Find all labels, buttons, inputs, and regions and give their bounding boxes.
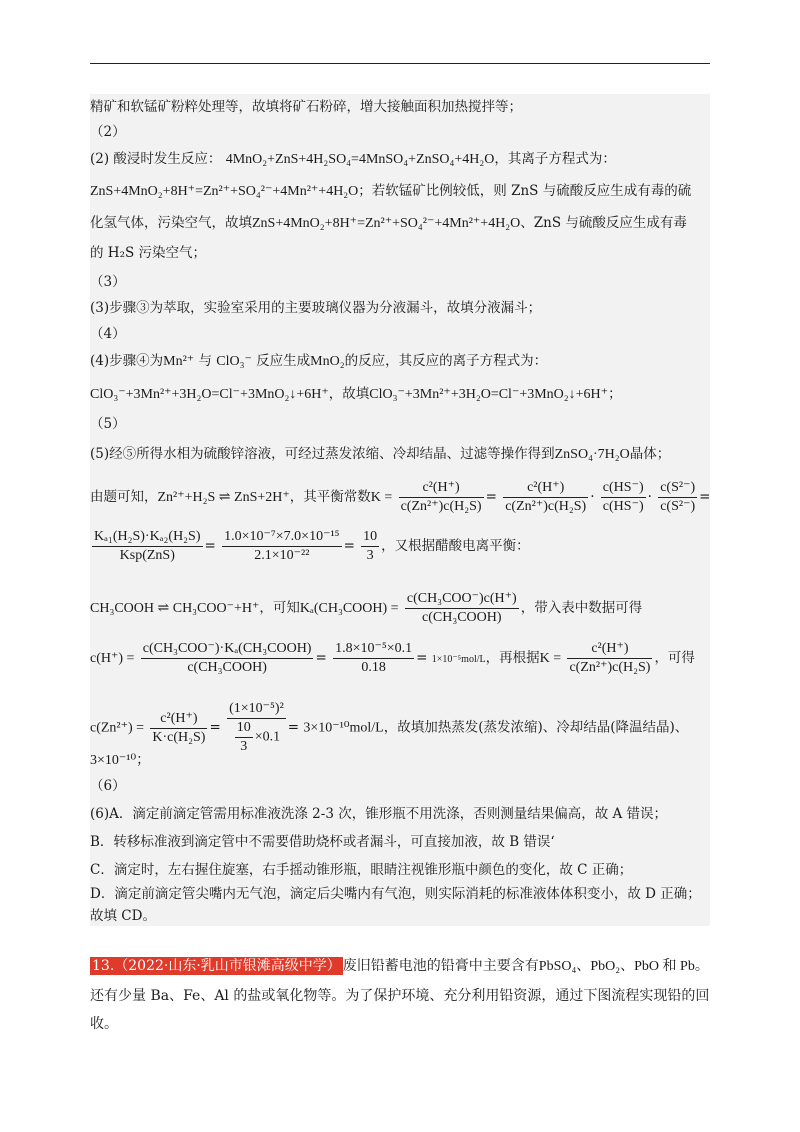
solution-line-6a: (6)A．滴定前滴定管需用标准液洗涤 2-3 次，锥形瓶不用洗涤，否则测量结果偏高，故 A 错误；: [90, 806, 668, 822]
solution-line-5a: (5)经⑤所得水相为硫酸锌溶液，可经过蒸发浓缩、冷却结晶、过滤等操作得到ZnSO₄·7H₂O晶体；: [90, 446, 671, 462]
fraction-k-expand-2: $\frac{c(HS^-)}{c(HS^-)}$: [602, 480, 644, 514]
part-label-5: （5）: [90, 416, 126, 432]
fraction-h-numeric: $\frac{\text{1.8×10⁻⁵×0.1}}{0.18}$: [335, 641, 413, 675]
question-13-line-3: 收。: [90, 1016, 118, 1032]
part-label-3: （3）: [90, 274, 126, 290]
solution-line-5b: 由题可知，Zn²⁺+H₂S ⇌ ZnS+2H⁺，其平衡常数K = $\frac{\text{c²(H⁺)}}{\text{c(Zn²⁺)c(H₂S)}}$ = $\frac{\text{c²(H⁺)}}{\text{c(Zn²⁺)c(H₂S)}}$ · $\frac{c(HS^-)}{c(HS^-)}$ · $\frac{\text{c(S²⁻)}}{\text{c(S²⁻)}}$ =: [90, 480, 711, 514]
fraction-zn-numeric: (1×10⁻⁵)² $\frac{10}{3}$ ×0.1: [229, 701, 284, 754]
part-label-6: （6）: [90, 778, 126, 794]
fraction-h-conc: $\frac{\text{c(CH₃COO⁻)·Kₐ(CH₃COOH)}}{\text{c(CH₃COOH)}}$: [142, 641, 312, 675]
part-label-4: （4）: [90, 326, 126, 342]
fraction-result: $\frac{10}{3}$: [363, 529, 378, 563]
solution-line-4a: (4)步骤④为Mn²⁺ 与 ClO₃⁻ 反应生成MnO₂的反应，其反应的离子方程式为：: [90, 353, 548, 369]
solution-line-6d: D．滴定前滴定管尖嘴内无气泡，滴定后尖嘴内有气泡，则实际消耗的标准液体体积变小，故 D 正确；: [90, 886, 701, 902]
solution-line-2c: 化氢气体，污染空气，故填ZnS+4MnO₂+8H⁺=Zn²⁺+SO₄²⁻+4Mn²⁺+4H₂O、ZnS 与硫酸反应生成有毒: [90, 215, 687, 231]
solution-line-5f: c(Zn²⁺) = $\frac{\text{c²(H⁺)}}{\text{K·c(H₂S)}}$ = (1×10⁻⁵)² $\frac{10}{3}$ ×0.1 = 3×10⁻¹⁰mol/L，故填加热蒸发(蒸发浓缩)、冷却结晶(降温结晶)、: [90, 701, 689, 754]
solution-line-5e: c(H⁺) = $\frac{\text{c(CH₃COO⁻)·Kₐ(CH₃COOH)}}{\text{c(CH₃COOH)}}$ = $\frac{\text{1.8×10⁻⁵×0.1}}{0.18}$ = 1×10⁻⁵mol/L，再根据K = $\frac{\text{c²(H⁺)}}{\text{c(Zn²⁺)c(H₂S)}}$ ，可得: [90, 641, 695, 675]
fraction-ka-acetic: $\frac{\text{c(CH₃COO⁻)c(H⁺)}}{\text{c(CH₃COOH)}}$: [406, 591, 517, 625]
fraction-zn-conc: $\frac{\text{c²(H⁺)}}{\text{K·c(H₂S)}}$: [152, 710, 206, 745]
question-source-tag[interactable]: 13.（2022·山东·乳山市银滩高级中学）: [92, 958, 341, 974]
solution-line-5d: CH₃COOH ⇌ CH₃COO⁻+H⁺，可知Kₐ(CH₃COOH) = $\frac{\text{c(CH₃COO⁻)c(H⁺)}}{\text{c(CH₃COOH)}}$ ，带入表中数据可得: [90, 591, 643, 625]
solution-line-2a: (2) 酸浸时发生反应： 4MnO₂+ZnS+4H₂SO₄=4MnSO₄+ZnSO₄+4H₂O，其离子方程式为：: [90, 151, 616, 167]
solution-line-6b: B．转移标准液到滴定管中不需要借助烧杯或者漏斗，可直接加液，故 B 错误‘: [90, 834, 555, 850]
solution-line-4b: ClO₃⁻+3Mn²⁺+3H₂O=Cl⁻+3MnO₂↓+6H⁺，故填ClO₃⁻+3Mn²⁺+3H₂O=Cl⁻+3MnO₂↓+6H⁺；: [90, 386, 622, 402]
question-13-line-1: 13.（2022·山东·乳山市银滩高级中学） 废旧铅蓄电池的铅膏中主要含有PbSO₄、PbO₂、PbO 和 Pb。: [92, 958, 709, 974]
solution-line-3: (3)步骤③为萃取，实验室采用的主要玻璃仪器为分液漏斗，故填分液漏斗；: [90, 300, 542, 316]
question-13-line-2: 还有少量 Ba、Fe、Al 的盐或氧化物等。为了保护环境、充分利用铅资源，通过下图流程实现铅的回: [90, 988, 710, 1004]
solution-line-6c: C．滴定时，左右握住旋塞，右手摇动锥形瓶，眼睛注视锥形瓶中颜色的变化，故 C 正确；: [90, 862, 633, 878]
fraction-k-again: $\frac{\text{c²(H⁺)}}{\text{c(Zn²⁺)c(H₂S)}}$: [569, 641, 651, 675]
fraction-numeric: $\frac{\text{1.0×10⁻⁷×7.0×10⁻¹⁵}}{\text{2.1×10⁻²²}}$: [224, 529, 340, 563]
solution-line-5c: $\frac{\text{Kₐ₁(H₂S)·Kₐ₂(H₂S)}}{\text{Ksp(ZnS)}}$ = $\frac{\text{1.0×10⁻⁷×7.0×10⁻¹⁵}}{\text{2.1×10⁻²²}}$ = $\frac{10}{3}$ ，又根据醋酸电离平衡：: [94, 529, 530, 563]
solution-line-2d: 的 H₂S 污染空气；: [90, 245, 207, 261]
solution-line-5g: 3×10⁻¹⁰；: [90, 753, 151, 768]
fraction-k-def: $\frac{\text{c²(H⁺)}}{\text{c(Zn²⁺)c(H₂S)}}$: [400, 480, 482, 514]
solution-line-1: 精矿和软锰矿粉粹处理等，故填将矿石粉碎，增大接触面积加热搅拌等；: [90, 99, 522, 115]
part-label-2: （2）: [90, 124, 126, 140]
solution-line-2b: ZnS+4MnO₂+8H⁺=Zn²⁺+SO₄²⁻+4Mn²⁺+4H₂O；若软锰矿比例较低，则 ZnS 与硫酸反应生成有毒的硫: [90, 183, 692, 199]
solution-line-6e: 故填 CD。: [90, 908, 156, 924]
fraction-ka-ksp: $\frac{\text{Kₐ₁(H₂S)·Kₐ₂(H₂S)}}{\text{Ksp(ZnS)}}$: [94, 529, 201, 563]
fraction-k-expand-1: $\frac{\text{c²(H⁺)}}{\text{c(Zn²⁺)c(H₂S)}}$: [505, 480, 587, 514]
fraction-k-expand-3: $\frac{\text{c(S²⁻)}}{\text{c(S²⁻)}}$: [660, 480, 696, 514]
header-rule: [90, 63, 710, 64]
